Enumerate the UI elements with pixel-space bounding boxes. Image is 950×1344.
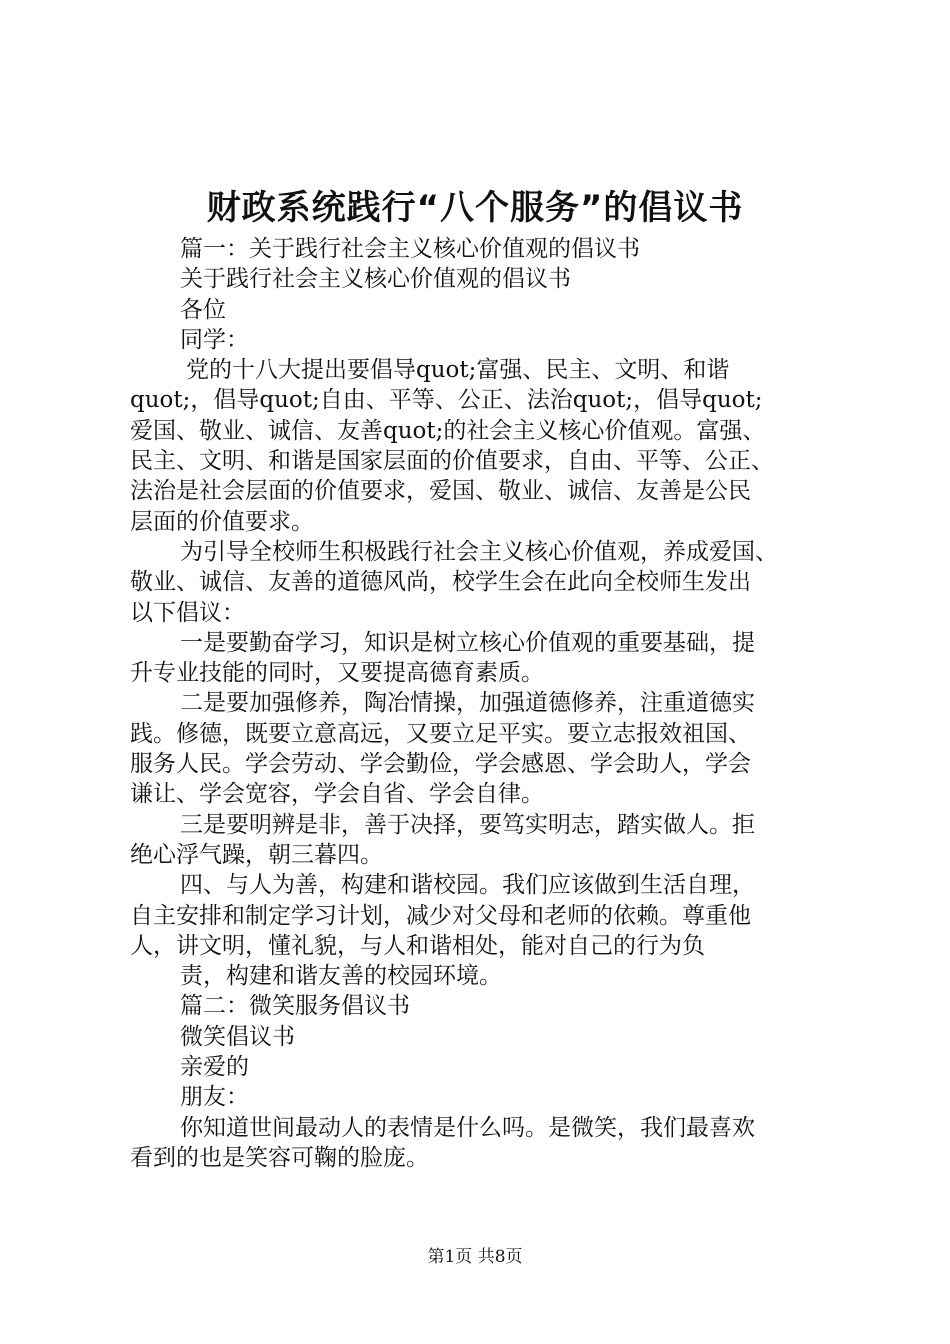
- paragraph-line: 你知道世间最动人的表情是什么吗。是微笑，我们最喜欢: [180, 1114, 755, 1141]
- paragraph-line: 亲爱的: [180, 1054, 249, 1081]
- paragraph-line: 法治是社会层面的价值要求，爱国、敬业、诚信、友善是公民: [130, 478, 751, 505]
- paragraph-line: 爱国、敬业、诚信、友善quot;的社会主义核心价值观。富强、: [130, 417, 766, 444]
- paragraph-line: 一是要勤奋学习，知识是树立核心价值观的重要基础，提: [180, 629, 755, 656]
- paragraph-line: 篇二：微笑服务倡议书: [180, 993, 410, 1020]
- paragraph-line: 谦让、学会宽容，学会自省、学会自律。: [130, 781, 544, 808]
- paragraph-line: 微笑倡议书: [180, 1023, 295, 1050]
- paragraph-line: 党的十八大提出要倡导quot;富强、民主、文明、和谐: [186, 357, 730, 384]
- paragraph-line: 看到的也是笑容可鞠的脸庞。: [130, 1144, 429, 1171]
- document-body: [130, 234, 830, 1173]
- paragraph-line: 为引导全校师生积极践行社会主义核心价值观，养成爱国、: [180, 538, 778, 565]
- paragraph-line: 自主安排和制定学习计划，减少对父母和老师的依赖。尊重他: [130, 902, 751, 929]
- paragraph-line: 篇一：关于践行社会主义核心价值观的倡议书: [180, 236, 640, 262]
- paragraph-line: 民主、文明、和谐是国家层面的价值要求，自由、平等、公正、: [130, 448, 774, 475]
- paragraph-line: 朋友：: [180, 1084, 249, 1111]
- paragraph-line: 人，讲文明，懂礼貌，与人和谐相处，能对自己的行为负: [130, 932, 705, 959]
- paragraph-line: quot;，倡导quot;自由、平等、公正、法治quot;，倡导quot;: [130, 387, 763, 414]
- paragraph-line: 服务人民。学会劳动、学会勤俭，学会感恩、学会助人，学会: [130, 751, 751, 778]
- paragraph-line: 以下倡议：: [130, 599, 245, 626]
- paragraph-line: 各位: [180, 296, 226, 323]
- paragraph-line: 绝心浮气躁，朝三暮四。: [130, 841, 383, 868]
- paragraph-line: 责，构建和谐友善的校园环境。: [180, 963, 502, 990]
- paragraph-line: 层面的价值要求。: [130, 508, 314, 535]
- paragraph-line: 三是要明辨是非，善于决择，要笃实明志，踏实做人。拒: [180, 811, 755, 838]
- paragraph-line: 四、与人为善，构建和谐校园。我们应该做到生活自理，: [180, 872, 755, 899]
- paragraph-line: 践。修德，既要立意高远，又要立足平实。要立志报效祖国、: [130, 720, 751, 747]
- page-indicator: 第1页 共8页: [427, 1247, 523, 1267]
- paragraph-line: 关于践行社会主义核心价值观的倡议书: [180, 266, 571, 293]
- paragraph-line: 二是要加强修养，陶冶情操，加强道德修养，注重道德实: [180, 690, 755, 717]
- paragraph-line: 升专业技能的同时，又要提高德育素质。: [130, 660, 544, 687]
- paragraph-line: 同学：: [180, 326, 249, 353]
- paragraph-line: 敬业、诚信、友善的道德风尚，校学生会在此向全校师生发出: [130, 569, 751, 596]
- document-title: 财政系统践行“八个服务”的倡议书: [206, 188, 744, 228]
